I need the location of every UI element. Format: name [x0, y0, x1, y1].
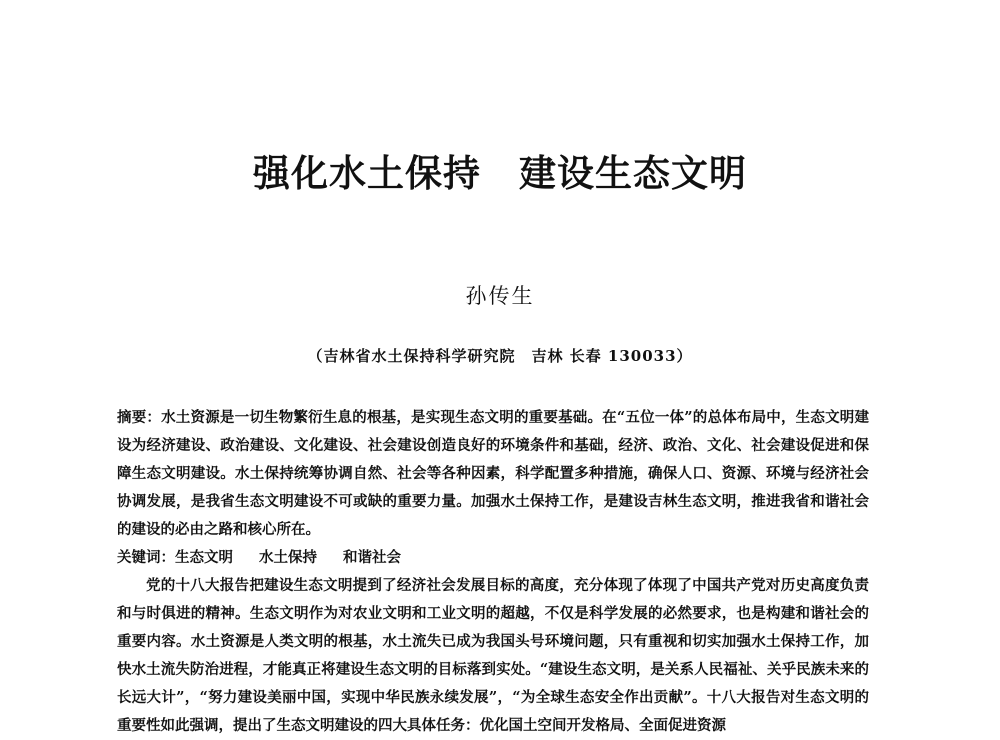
author-name: 孙传生 — [465, 284, 535, 308]
abstract-text: 水土资源是一切生物繁衍生息的根基，是实现生态文明的重要基础。在“五位一体”的总体布局中，生态文明建设为经济建设、政治建设、文化建设、社会建设创造良好的环境条件和基础，经济、政治、文化、社会建设促进和保障生态文明建设。水土保持统筹协调自然、社会等各种因素，科学配置多种措施，确保人口、资源、环境与经济社会协调发展，是我省生态文明建设不可或缺的重要力量。加强水土保持工作，是建设吉林生态文明，推进我省和谐社会的建设的必由之路和核心所在。 — [117, 409, 869, 538]
author-affiliation: （吉林省水土保持科学研究院 吉林 长春 130033） — [307, 347, 693, 365]
keyword-item: 和谐社会 — [343, 549, 401, 566]
body-paragraph: 党的十八大报告把建设生态文明提到了经济社会发展目标的高度，充分体现了体现了中国共产党对历史高度负责和与时俱进的精神。生态文明作为对农业文明和工业文明的超越，不仅是科学发展的必然要求，也是构建和谐社会的重要内容。水土资源是人类文明的根基，水土流失已成为我国头号环境问题，只有重视和切实加强水土保持工作，加快水土流失防治进程，才能真正将建设生态文明的目标落到实处。“建设生态文明，是关系人民福祉、关乎民族未来的长远大计”，“努力建设美丽中国，实现中华民族永续发展”，“为全球生态安全作出贡献”。十八大报告对生态文明的重要性如此强调，提出了生态文明建设的四大具体任务：优化国土空间开发格局、全面促进资源 — [117, 577, 869, 734]
abstract-section — [117, 404, 869, 544]
keywords-label: 关键词： — [117, 550, 175, 566]
keyword-item: 生态文明 — [175, 549, 233, 566]
keyword-item: 水土保持 — [259, 549, 317, 566]
keywords-section — [117, 544, 869, 572]
article-title: 强化水土保持 建设生态文明 — [253, 152, 747, 195]
abstract-label: 摘要： — [117, 410, 162, 426]
